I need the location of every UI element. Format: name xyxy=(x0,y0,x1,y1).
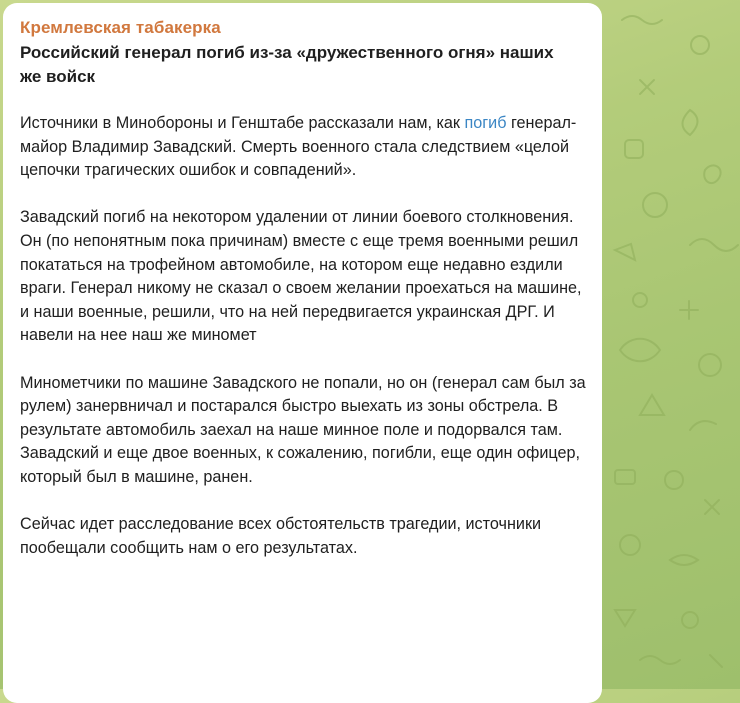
channel-name[interactable]: Кремлевская табакерка xyxy=(20,18,221,37)
paragraph-1 xyxy=(20,112,586,183)
paragraph-3: Минометчики по машине Завадского не попали, но он (генерал сам был за рулем) занервничал и постарался быстро выехать из зоны обстрела. В результате автомобиль заехал на наше минное поле и подорвался там. Завадский и еще двое военных, к сожалению, погибли, еще один офицер, который был в машине, ранен. xyxy=(20,373,586,486)
paragraph-1-before: Источники в Минобороны и Генштабе рассказали нам, как xyxy=(20,114,465,132)
paragraph-2: Завадский погиб на некотором удалении от линии боевого столкновения. Он (по непонятным пока причинам) вместе с еще тремя военными решил покататься на трофейном автомобиле, на котором еще недавно ездили враги. Генерал никому не сказал о своем желании проехаться на машине, и наши военные, решили, что на ней передвигается украинская ДРГ. И навели на нее наш же миномет xyxy=(20,208,582,345)
post-title: Российский генерал погиб из-за «дружественного огня» наших же войск xyxy=(20,43,554,86)
message-bubble xyxy=(3,3,602,703)
paragraph-4: Сейчас идет расследование всех обстоятельств трагедии, источники пообещали сообщить нам о его результатах. xyxy=(20,515,542,557)
paragraph-1-after: генерал-майор Владимир Завадский. Смерть военного стала следствием «целой цепочки трагических ошибок и совпадений». xyxy=(20,114,577,180)
pogib-link[interactable]: погиб xyxy=(464,114,507,132)
